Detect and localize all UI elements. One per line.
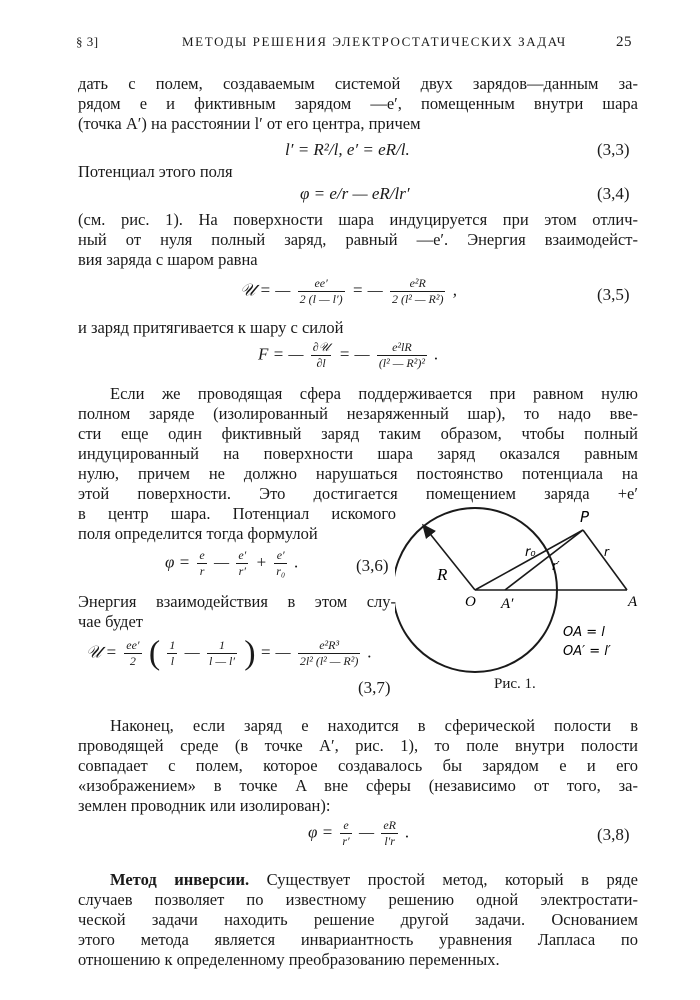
paragraph-line: Наконец, если заряд e находится в сферической полости в <box>110 716 638 735</box>
fraction <box>274 548 287 579</box>
note-OA: OA = l <box>563 625 605 640</box>
paragraph-line: рядом e и фиктивным зарядом —e′, помещенным внутри шара <box>78 94 638 113</box>
numerator: eR <box>383 818 396 832</box>
label-r: r <box>604 545 609 559</box>
equation-number: (3,8) <box>597 825 630 844</box>
denominator: 2 (l — l′) <box>299 292 343 306</box>
right-paren: ) <box>244 634 256 672</box>
paragraph-line: этой поверхности. Это достигается помещением заряда +e′ <box>78 484 638 503</box>
paragraph-line: совпадает с полем, которое создавалось бы зарядом e и его <box>78 756 638 775</box>
paragraph-line: чае будет <box>78 612 143 631</box>
denominator: r′ <box>238 564 246 578</box>
note-OA-prime: OA′ = l′ <box>563 644 611 659</box>
denominator: r′ <box>342 834 350 848</box>
paragraph-line: отношению к определенному преобразованию переменных. <box>78 950 500 969</box>
numerator: ∂𝒰 <box>312 340 330 354</box>
eq-punct: , <box>452 280 457 300</box>
denominator: r <box>199 564 205 578</box>
eq-op: = — <box>338 344 370 364</box>
label-R: R <box>437 565 448 584</box>
fraction <box>167 638 177 669</box>
eq-punct: . <box>367 642 372 662</box>
running-title: МЕТОДЫ РЕШЕНИЯ ЭЛЕКТРОСТАТИЧЕСКИХ ЗАДАЧ <box>182 34 567 49</box>
fraction <box>377 340 427 371</box>
segment-r <box>583 530 627 590</box>
section-marker: § 3] <box>76 34 99 49</box>
paragraph-line: нулю, причем не должно нарушаться постоянство потенциала на <box>78 464 638 483</box>
denominator: 2 <box>129 654 136 668</box>
equation-number: (3,7) <box>358 678 391 697</box>
numerator: 1 <box>207 638 237 654</box>
paragraph-line: вия заряда с шаром равна <box>78 250 258 269</box>
label-A: A <box>628 594 638 610</box>
segment-r0 <box>475 530 583 590</box>
label-r-prime: r′ <box>552 559 560 573</box>
figure-sphere-image-charge <box>395 500 655 700</box>
figure-caption: Рис. 1. <box>494 676 536 692</box>
paragraph-line: землен проводник или изолирован): <box>78 796 331 815</box>
label-A-prime: A′ <box>501 596 514 612</box>
fraction <box>207 638 237 669</box>
paragraph-line: полном заряде (изолированный незаряженный шар), то надо вве- <box>78 404 638 423</box>
numerator: 1 <box>169 638 176 652</box>
paragraph-line: (точка A′) на расстоянии l′ от его центра, причем <box>78 114 421 133</box>
fraction <box>298 638 360 669</box>
denominator: ∂l <box>316 356 326 370</box>
eq-lhs: F = — <box>258 344 304 364</box>
paragraph-line: в центр шара. Потенциал искомого <box>78 504 396 523</box>
eq-lhs: φ = <box>165 552 191 572</box>
equation-number: (3,5) <box>597 285 630 304</box>
eq-lhs: φ = <box>308 822 334 842</box>
paragraph-line: сти еще один фиктивный заряд таким образом, чтобы полный <box>78 424 638 443</box>
page-number: 25 <box>616 34 632 50</box>
paragraph-line <box>78 870 638 890</box>
fraction <box>236 548 248 579</box>
paragraph-line: и заряд притягивается к шару с силой <box>78 318 344 337</box>
numerator: e′ <box>238 548 247 562</box>
denominator: r₀ <box>276 564 286 578</box>
numerator: e²R <box>390 276 446 292</box>
paragraph-line: этого метода является инвариантность уравнения Лапласа по <box>78 930 638 949</box>
numerator: ee′ <box>298 276 345 292</box>
numerator: e′ <box>274 548 287 564</box>
eq-op: — <box>213 552 230 572</box>
eq-op: = — <box>259 642 291 662</box>
left-paren: ( <box>148 634 161 672</box>
eq-punct: . <box>405 822 410 842</box>
numerator: ee′ <box>126 638 140 652</box>
label-r0: r₀ <box>525 545 536 560</box>
section-heading: Метод инверсии. <box>110 870 250 889</box>
equation-3-4: φ = e/r — eR/lr′ <box>300 184 410 203</box>
paragraph-line: индуцированный на поверхности шара заряд оказался равным <box>78 444 638 463</box>
equation-3-7 <box>86 634 372 672</box>
fraction <box>197 548 206 579</box>
eq-lhs: 𝒰 = — <box>240 280 291 300</box>
eq-punct: . <box>434 344 439 364</box>
fraction <box>124 638 141 669</box>
eq-op: — <box>358 822 375 842</box>
denominator: l — l′ <box>209 654 235 668</box>
equation-3-8 <box>308 818 409 849</box>
label-P: P <box>580 508 590 526</box>
segment-r-prime <box>505 530 583 590</box>
fraction <box>311 340 332 371</box>
radius-R <box>423 525 475 590</box>
numerator: e <box>340 818 351 834</box>
paragraph-line: случаев позволяет по известному решению одной электростати- <box>78 890 638 909</box>
eq-punct: . <box>294 552 299 572</box>
numerator: e²R³ <box>298 638 360 654</box>
equation-3-5 <box>240 276 457 307</box>
denominator: l <box>170 654 175 668</box>
fraction <box>381 818 398 849</box>
equation-3-6 <box>165 548 299 579</box>
paragraph-line: ный от нуля полный заряд, равный —e′. Энергия взаимодейст- <box>78 230 638 249</box>
eq-op: — <box>184 642 200 662</box>
equation-force <box>258 340 438 371</box>
paragraph-line: Если же проводящая сфера поддерживается при равном нулю <box>110 384 638 403</box>
equation-3-3: l′ = R²/l, e′ = eR/l. <box>285 140 410 159</box>
numerator: e <box>199 548 205 562</box>
eq-op: + <box>255 552 268 572</box>
paragraph-line: Потенциал этого поля <box>78 162 233 181</box>
label-O: O <box>465 594 476 610</box>
paragraph-line: «изображением» в точке A вне сферы (независимо от того, за- <box>78 776 638 795</box>
fraction <box>340 818 351 849</box>
numerator: e²lR <box>377 340 427 356</box>
denominator: l′r <box>384 834 395 848</box>
denominator: 2 (l² — R²) <box>391 292 444 306</box>
fraction <box>390 276 446 307</box>
paragraph-line: ческой задачи находить решение другой задачи. Основанием <box>78 910 638 929</box>
eq-lhs: 𝒰 = <box>86 642 118 662</box>
denominator: 2l² (l² — R²) <box>299 654 359 668</box>
eq-op: = — <box>351 280 383 300</box>
denominator: (l² — R²)² <box>378 356 425 370</box>
paragraph-line: проводящей среде (в точке A′, рис. 1), то поле внутри полости <box>78 736 638 755</box>
equation-number: (3,6) <box>356 556 389 575</box>
paragraph-line: (см. рис. 1). На поверхности шара индуцируется при этом отлич- <box>78 210 638 229</box>
paragraph-line: поля определится тогда формулой <box>78 524 318 543</box>
paragraph-text: Существует простой метод, который в ряде <box>249 870 639 889</box>
paragraph-line: дать с полем, создаваемым системой двух зарядов—данным за- <box>78 74 638 93</box>
equation-number: (3,3) <box>597 140 630 159</box>
fraction <box>298 276 345 307</box>
paragraph-line: Энергия взаимодействия в этом слу- <box>78 592 396 611</box>
equation-number: (3,4) <box>597 184 630 203</box>
